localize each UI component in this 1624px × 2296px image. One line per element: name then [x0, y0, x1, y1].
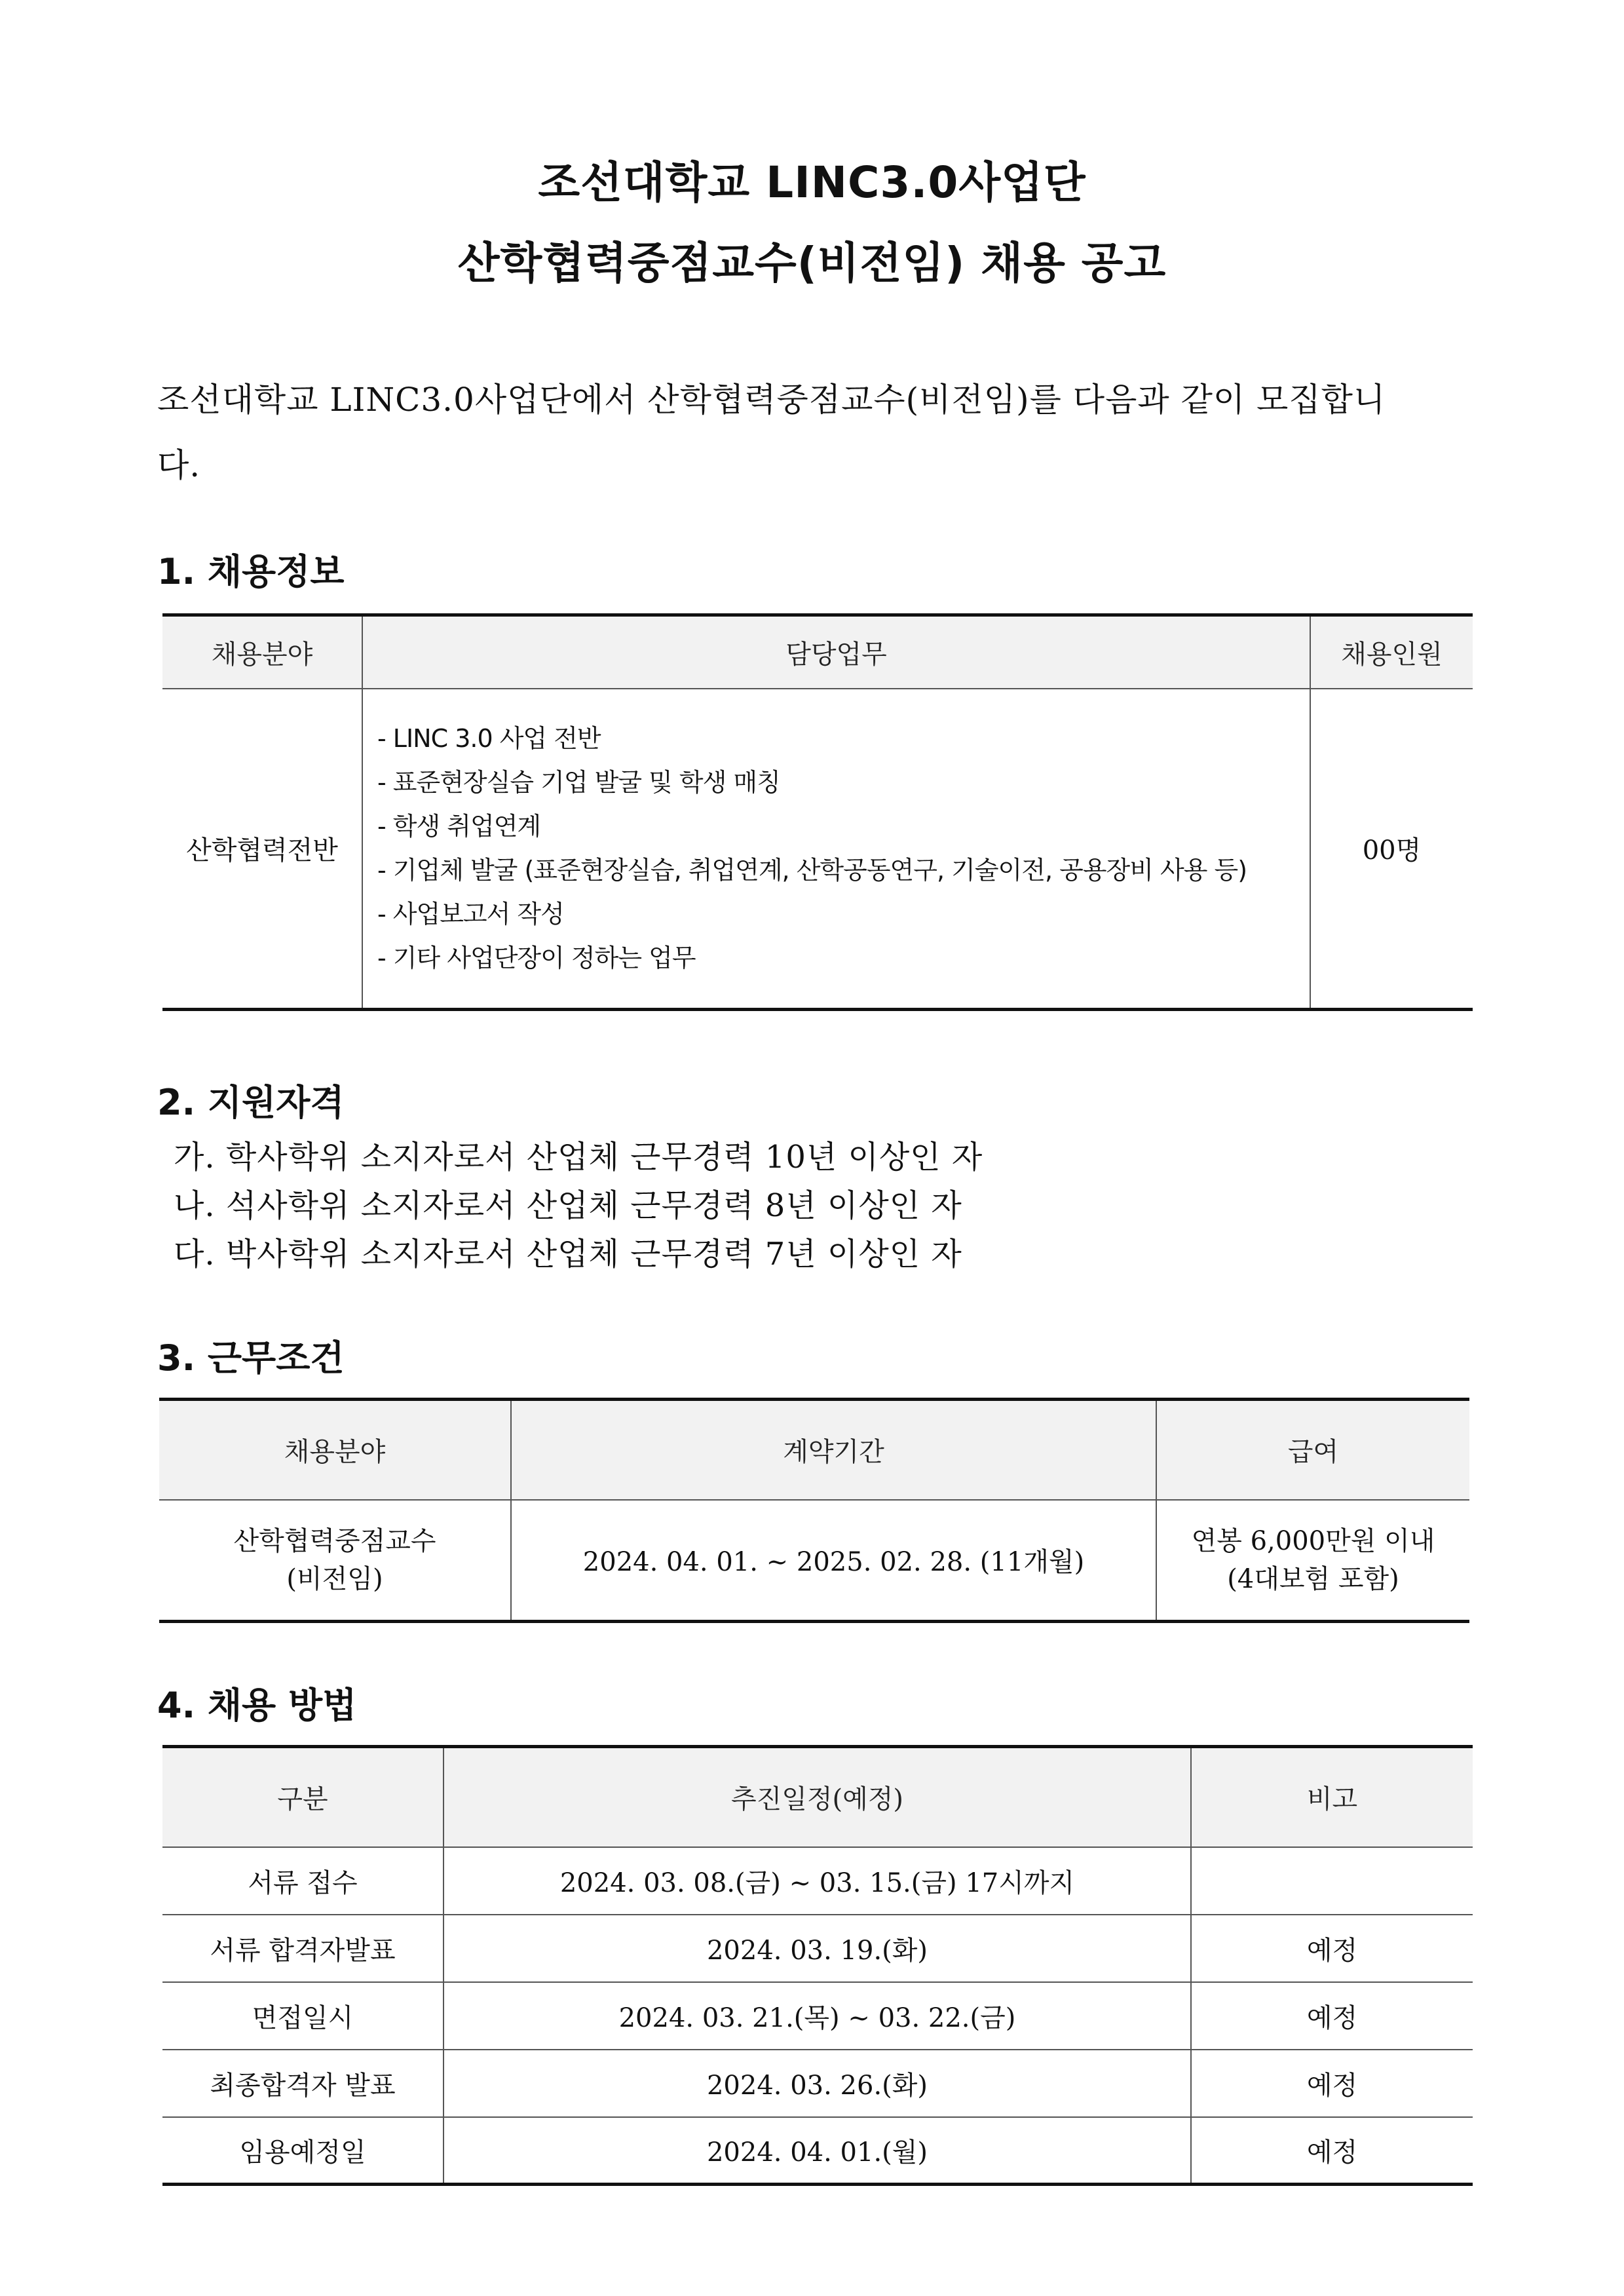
- stage-cell: 임용예정일: [162, 2117, 444, 2185]
- header-period: 계약기간: [511, 1400, 1156, 1500]
- section2-heading: 2. 지원자격: [157, 1082, 345, 1123]
- header-salary: 급여: [1156, 1400, 1469, 1500]
- note-cell: 예정: [1191, 2050, 1473, 2117]
- date-cell: 2024. 03. 26.(화): [444, 2050, 1191, 2117]
- duty-item: - 사업보고서 작성: [377, 899, 564, 928]
- duty-item: - 기타 사업단장이 정하는 업무: [377, 943, 696, 972]
- section4-heading: 4. 채용 방법: [157, 1685, 357, 1726]
- table-row: [162, 1847, 1473, 1915]
- intro-paragraph: [157, 367, 1481, 498]
- qualification-item: 다. 박사학위 소지자로서 산업체 근무경력 7년 이상인 자: [174, 1236, 962, 1272]
- table-row: [162, 1915, 1473, 1982]
- work-conditions-table: [159, 1398, 1469, 1623]
- table-row: [162, 2117, 1473, 2185]
- note-cell: 예정: [1191, 1915, 1473, 1982]
- date-cell: 2024. 03. 08.(금) ~ 03. 15.(금) 17시까지: [444, 1847, 1191, 1915]
- date-cell: 2024. 03. 19.(화): [444, 1915, 1191, 1982]
- salary-line1: 연봉 6,000만원 이내: [1191, 1525, 1435, 1556]
- stage-cell: 서류 접수: [162, 1847, 444, 1915]
- qualification-item: 가. 학사학위 소지자로서 산업체 근무경력 10년 이상인 자: [174, 1139, 983, 1176]
- table-row: [159, 1500, 1469, 1622]
- intro-line1: 조선대학교 LINC3.0사업단에서 산학협력중점교수(비전임)를 다음과 같이 모집합니: [157, 381, 1386, 419]
- header-duties: 담당업무: [362, 615, 1310, 689]
- field-line2: (비전임): [286, 1563, 383, 1594]
- stage-cell: 최종합격자 발표: [162, 2050, 444, 2117]
- stage-cell: 서류 합격자발표: [162, 1915, 444, 1982]
- recruitment-info-table: [162, 613, 1473, 1011]
- header-field: 채용분야: [162, 615, 362, 689]
- header-stage: 구분: [162, 1747, 444, 1847]
- field-cell: [159, 1500, 511, 1622]
- duty-item: - 표준현장실습 기업 발굴 및 학생 매칭: [377, 767, 780, 797]
- count-cell: 00명: [1310, 689, 1473, 1010]
- header-note: 비고: [1191, 1747, 1473, 1847]
- table-row: [162, 2050, 1473, 2117]
- salary-cell: [1156, 1500, 1469, 1622]
- duty-item: - 학생 취업연계: [377, 811, 541, 841]
- duty-item: - 기업체 발굴 (표준현장실습, 취업연계, 산학공동연구, 기술이전, 공용장비 사용 등): [377, 855, 1247, 885]
- date-cell: 2024. 03. 21.(목) ~ 03. 22.(금): [444, 1982, 1191, 2050]
- table-row: [162, 1982, 1473, 2050]
- table-header-row: [159, 1400, 1469, 1500]
- header-schedule: 추진일정(예정): [444, 1747, 1191, 1847]
- section1-heading: 1. 채용정보: [157, 551, 345, 592]
- section3-heading: 3. 근무조건: [157, 1337, 345, 1379]
- qualification-item: 나. 석사학위 소지자로서 산업체 근무경력 8년 이상인 자: [174, 1187, 962, 1224]
- salary-line2: (4대보험 포함): [1227, 1563, 1399, 1594]
- header-count: 채용인원: [1310, 615, 1473, 689]
- stage-cell: 면접일시: [162, 1982, 444, 2050]
- table-header-row: [162, 1747, 1473, 1847]
- table-row: [162, 689, 1473, 1010]
- field-line1: 산학협력중점교수: [233, 1525, 436, 1556]
- note-cell: 예정: [1191, 1982, 1473, 2050]
- period-cell: 2024. 04. 01. ~ 2025. 02. 28. (11개월): [511, 1500, 1156, 1622]
- intro-line2: 다.: [157, 446, 201, 484]
- document-title-line1: 조선대학교 LINC3.0사업단: [538, 157, 1086, 208]
- note-cell: [1191, 1847, 1473, 1915]
- duty-item: - LINC 3.0 사업 전반: [377, 723, 601, 753]
- duties-cell: [362, 689, 1310, 1010]
- table-header-row: [162, 615, 1473, 689]
- field-cell: 산학협력전반: [162, 689, 362, 1010]
- document-title-line2: 산학협력중점교수(비전임) 채용 공고: [457, 238, 1167, 288]
- recruitment-schedule-table: [162, 1745, 1473, 2186]
- header-field: 채용분야: [159, 1400, 511, 1500]
- date-cell: 2024. 04. 01.(월): [444, 2117, 1191, 2185]
- note-cell: 예정: [1191, 2117, 1473, 2185]
